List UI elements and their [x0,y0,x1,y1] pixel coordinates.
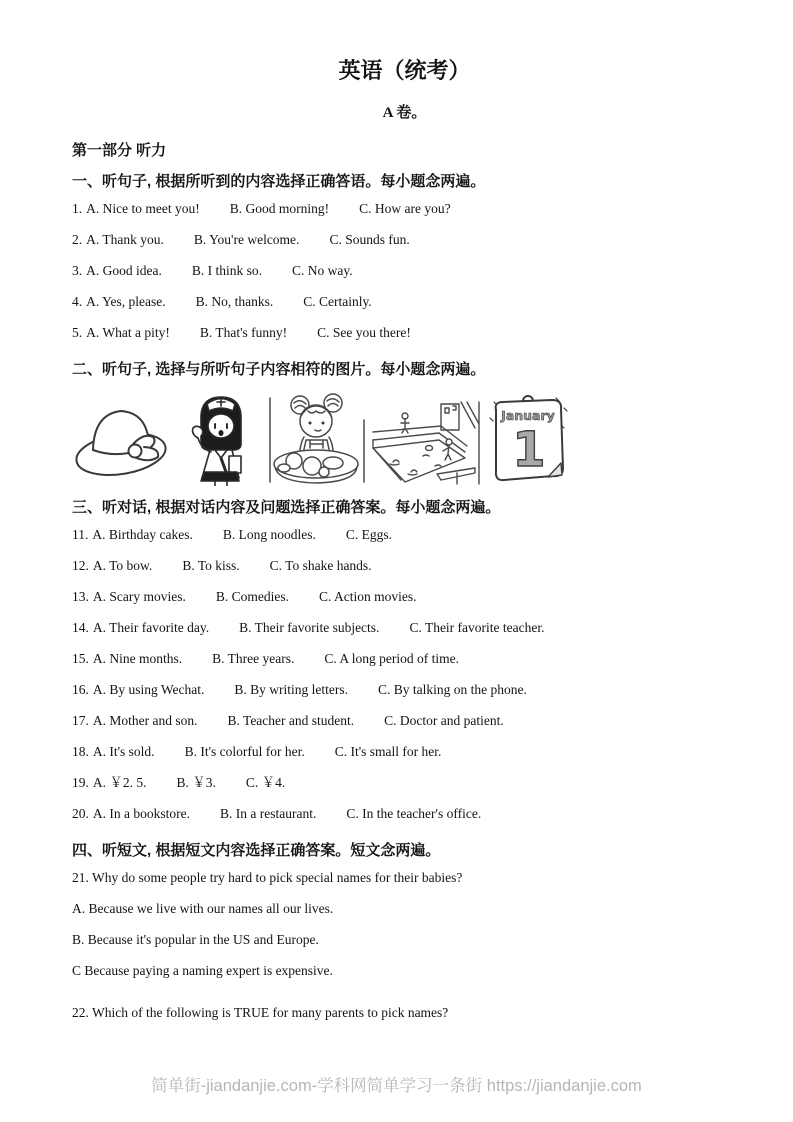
question-row-13 [72,581,737,612]
option-c: C. A long period of time. [324,651,459,666]
question-row-15 [72,643,737,674]
option-c: C. Certainly. [303,294,372,309]
nurse-skirt [201,472,239,481]
question-21-text: 21. Why do some people try hard to pick special names for their babies? [72,870,463,885]
option-a: A. Nine months. [92,651,183,666]
question-row-4 [72,286,737,317]
nurse-picture [177,388,263,486]
question-row-3 [72,255,737,286]
question-number: 3. [72,263,83,278]
question-row-1 [72,193,737,224]
nurse-hand [193,426,203,438]
poolside-person-head [446,439,452,445]
section1-heading: 一、听句子, 根据所听到的内容选择正确答语。每小题念两遍。 [72,173,486,190]
option-a: A. What a pity! [86,325,170,340]
option-c: C. In the teacher's office. [346,806,482,821]
pool-ball [426,446,433,451]
section3-heading: 三、听对话, 根据对话内容及问题选择正确答案。每小题念两遍。 [72,499,501,516]
question-number: 1. [72,201,83,216]
question-number: 15. [72,651,89,666]
question-number: 19. [72,775,89,790]
option-b: B. Their favorite subjects. [239,620,380,635]
question-row-18 [72,736,737,767]
option-b: B. Comedies. [215,589,289,604]
calendar-picture [486,392,570,486]
option-b: B. Long noodles. [222,527,316,542]
girl-eye-right [322,422,325,425]
option-b: B. To kiss. [182,558,240,573]
bow-knot [129,445,142,458]
option-c: C. It's small for her. [334,744,442,759]
question-number: 20. [72,806,89,821]
question-number: 16. [72,682,89,697]
option-c: C. Action movies. [318,589,417,604]
option-c: C. By talking on the phone. [378,682,527,697]
option-b: B. Teacher and student. [227,713,355,728]
question-21-option-a: A. Because we live with our names all our lives. [72,901,334,916]
option-c: C. To shake hands. [269,558,372,573]
section2-heading: 二、听句子, 选择与所听句子内容相符的图片。每小题念两遍。 [72,361,486,378]
option-a: A. ￥2. 5. [92,775,147,790]
girl-washing-dishes-picture [268,390,366,486]
option-b: B. Three years. [212,651,295,666]
picture-options-row [72,388,737,486]
bowl-3 [278,464,290,472]
option-c: C. Doctor and patient. [384,713,504,728]
girl-eye-left [309,422,312,425]
standing-person-body [401,419,409,433]
option-b: B. I think so. [191,263,262,278]
question-row-11 [72,519,737,550]
calendar-day-number: 1 [512,422,546,478]
swimming-pool-picture [371,398,481,486]
question-number: 4. [72,294,83,309]
option-a: A. Their favorite day. [92,620,210,635]
question-21-option-c: C Because paying a naming expert is expensive. [72,963,333,978]
option-a: A. Mother and son. [92,713,198,728]
option-a: A. Scary movies. [92,589,186,604]
nurse-clipboard [229,456,241,473]
option-c: C. Eggs. [345,527,392,542]
diving-board [437,468,475,480]
option-c: C. ￥4. [245,775,286,790]
question-number: 2. [72,232,83,247]
question-row-14 [72,612,737,643]
question-row-5 [72,317,737,348]
option-c: C. No way. [292,263,353,278]
question-21-option-b: B. Because it's popular in the US and Europe. [72,932,319,947]
option-b: B. ￥3. [176,775,216,790]
question-number: 11. [72,527,89,542]
question-number: 18. [72,744,89,759]
sun-hat-picture [72,396,172,486]
option-c: C. Sounds fun. [329,232,410,247]
question-row-20 [72,798,737,829]
option-b: B. That's funny! [199,325,288,340]
option-b: B. No, thanks. [195,294,274,309]
bowl-2 [319,467,329,477]
question-22-text: 22. Which of the following is TRUE for many parents to pick names? [72,1005,449,1020]
question-row-16 [72,674,737,705]
option-a: A. It's sold. [92,744,155,759]
option-a: A. By using Wechat. [92,682,205,697]
question-row-12 [72,550,737,581]
question-number: 14. [72,620,89,635]
option-a: A. To bow. [92,558,153,573]
option-b: B. You're welcome. [193,232,300,247]
question-number: 12. [72,558,89,573]
question-row-2 [72,224,737,255]
option-a: A. Birthday cakes. [92,527,193,542]
part1-heading: 第一部分 听力 [72,142,167,159]
option-b: B. It's colorful for her. [184,744,305,759]
question-row-19 [72,767,737,798]
option-a: A. Thank you. [86,232,164,247]
option-c: C. How are you? [359,201,451,216]
question-number: 17. [72,713,89,728]
option-a: A. In a bookstore. [92,806,190,821]
option-c: C. See you there! [317,325,411,340]
option-a: A. Good idea. [86,263,162,278]
option-a: A. Nice to meet you! [86,201,200,216]
watermark-footer: 简单街-jiandanjie.com-学科网简单学习一条街 https://jiandanjie.com [151,1077,642,1095]
option-b: B. By writing letters. [234,682,349,697]
question-number: 5. [72,325,83,340]
option-b: B. In a restaurant. [219,806,317,821]
page-title: 英语（统考） [338,58,471,83]
calendar-month-label: January [501,408,555,423]
paper-subtitle: A 卷。 [382,105,427,121]
question-row-17 [72,705,737,736]
option-b: B. Good morning! [229,201,330,216]
standing-person-head [402,413,408,419]
nurse-mouth [219,430,224,436]
option-a: A. Yes, please. [86,294,166,309]
question-number: 13. [72,589,89,604]
section4-heading: 四、听短文, 根据短文内容选择正确答案。短文念两遍。 [72,842,441,859]
background-slide [461,402,479,428]
option-c: C. Their favorite teacher. [409,620,545,635]
